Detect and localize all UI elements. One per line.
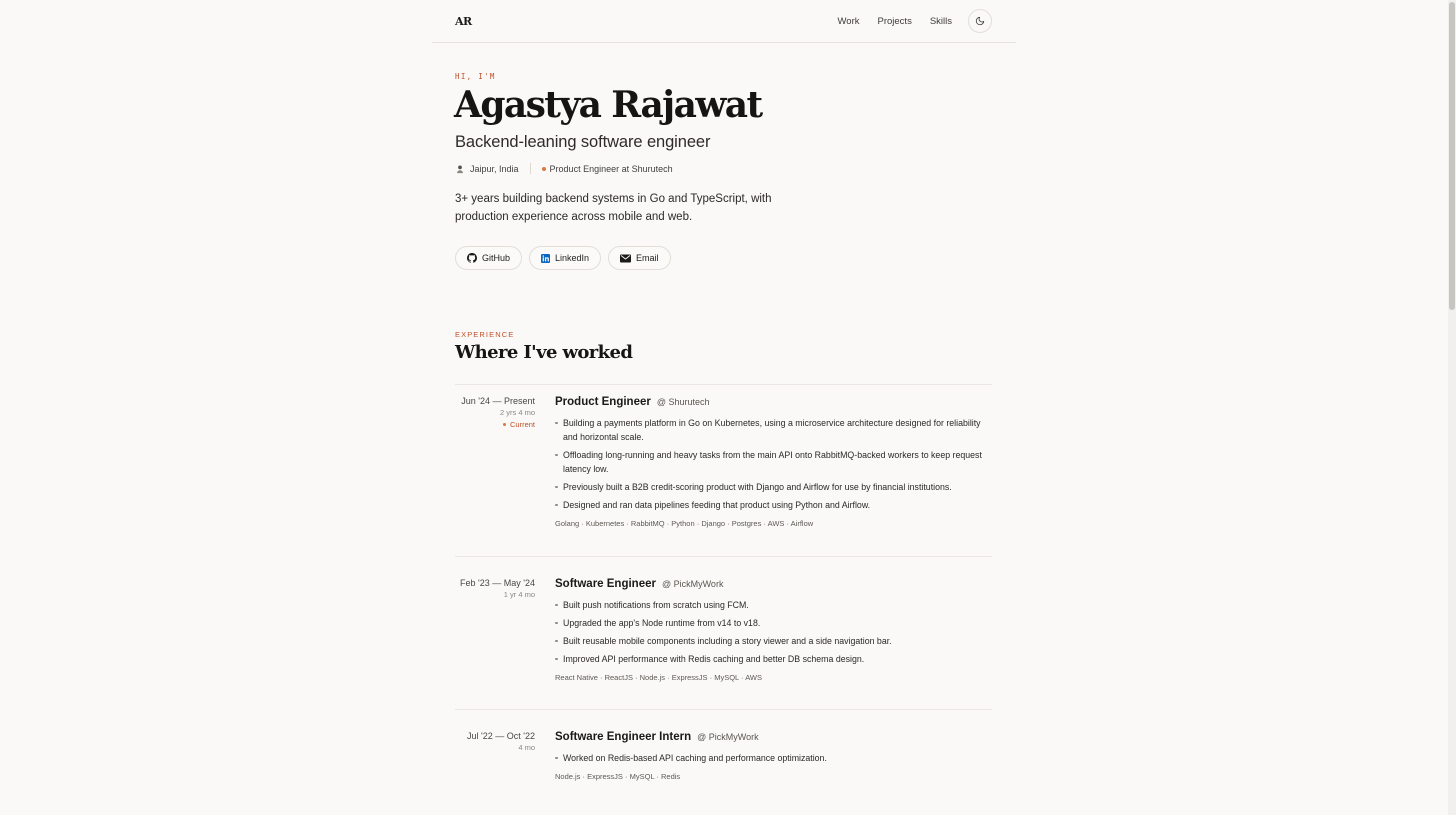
job-entry — [455, 384, 992, 556]
current-dot — [503, 423, 506, 426]
job-company: @ PickMyWork — [661, 579, 724, 589]
job-bullet: Previously built a B2B credit-scoring product with Django and Airflow for use by financial institutions. — [555, 480, 992, 494]
moon-icon — [975, 16, 985, 26]
hero-name: Agastya Rajawat — [454, 84, 762, 126]
job-bullet: Improved API performance with Redis caching and better DB schema design. — [555, 652, 992, 666]
job-bullets — [555, 598, 992, 666]
hero-intro: 3+ years building backend systems in Go and TypeScript, with production experience across mobile and web. — [455, 193, 772, 223]
job-duration: 2 yrs 4 mo — [499, 408, 535, 417]
job-bullet: Offloading long-running and heavy tasks from the main API onto RabbitMQ-backed workers to keep request latency low. — [555, 448, 992, 476]
github-button[interactable] — [455, 246, 522, 270]
top-nav — [432, 0, 1016, 43]
job-bullets — [555, 751, 992, 765]
page — [432, 0, 1016, 815]
location — [455, 164, 519, 174]
page-scrollbar[interactable] — [1448, 0, 1456, 815]
job-title: Product Engineer — [555, 396, 651, 408]
job-title: Software Engineer — [555, 578, 656, 590]
current-role-text: Product Engineer at Shurutech — [549, 163, 673, 174]
job-details — [555, 396, 992, 528]
hero-tagline: Backend-leaning software engineer — [455, 133, 711, 151]
github-icon — [467, 253, 477, 263]
job-bullet: Built push notifications from scratch using FCM. — [555, 598, 992, 612]
logo[interactable]: AR — [455, 15, 472, 28]
job-bullet: Designed and ran data pipelines feeding that product using Python and Airflow. — [555, 498, 992, 512]
current-badge-label: Current — [509, 420, 535, 429]
job-bullet: Built reusable mobile components including a story viewer and a side navigation bar. — [555, 634, 992, 648]
job-bullets — [555, 416, 992, 512]
job-heading — [555, 578, 992, 590]
job-tech-stack: Golang · Kubernetes · RabbitMQ · Python · Django · Postgres · AWS · Airflow — [555, 519, 814, 528]
job-dates: Jun '24 — Present — [461, 396, 535, 406]
location-pin-icon — [455, 164, 465, 174]
job-dates: Feb '23 — May '24 — [460, 578, 535, 588]
nav-projects[interactable]: Projects — [877, 15, 912, 27]
job-heading — [555, 396, 992, 408]
hero-meta — [455, 163, 673, 174]
experience-eyebrow: EXPERIENCE — [455, 330, 515, 339]
hero-eyebrow: HI, I'M — [455, 72, 496, 81]
job-duration: 1 yr 4 mo — [503, 590, 535, 599]
location-text: Jaipur, India — [470, 163, 519, 174]
mail-icon — [620, 254, 631, 263]
meta-divider — [530, 163, 531, 174]
job-timeline — [461, 396, 535, 429]
current-role-dot — [542, 167, 546, 171]
linkedin-label: LinkedIn — [555, 253, 590, 263]
linkedin-button[interactable] — [529, 246, 601, 270]
theme-toggle-button[interactable] — [968, 9, 992, 33]
job-title: Software Engineer Intern — [555, 731, 692, 743]
current-badge — [461, 420, 535, 429]
job-company: @ PickMyWork — [697, 732, 759, 742]
job-entry — [455, 709, 992, 815]
nav-links — [820, 9, 993, 33]
job-details — [555, 731, 992, 781]
job-company: @ Shurutech — [656, 397, 710, 407]
scrollbar-thumb[interactable] — [1449, 2, 1455, 310]
email-label: Email — [636, 253, 659, 263]
nav-work[interactable]: Work — [837, 15, 860, 27]
job-bullet: Worked on Redis-based API caching and performance optimization. — [555, 751, 992, 765]
current-role — [542, 164, 673, 174]
job-details — [555, 578, 992, 682]
job-bullet: Building a payments platform in Go on Kubernetes, using a microservice architecture designed for reliability and horizontal scale. — [555, 416, 992, 444]
job-entry — [455, 556, 992, 709]
email-button[interactable] — [608, 246, 671, 270]
job-heading — [555, 731, 992, 743]
job-timeline — [467, 731, 535, 752]
nav-skills[interactable]: Skills — [929, 15, 952, 27]
job-tech-stack: Node.js · ExpressJS · MySQL · Redis — [555, 772, 681, 781]
linkedin-icon — [541, 254, 550, 263]
job-timeline — [460, 578, 535, 599]
job-duration: 4 mo — [518, 743, 535, 752]
social-links — [455, 246, 678, 270]
github-label: GitHub — [482, 253, 511, 263]
job-dates: Jul '22 — Oct '22 — [467, 731, 535, 741]
job-tech-stack: React Native · ReactJS · Node.js · ExpressJS · MySQL · AWS — [555, 673, 762, 682]
experience-title: Where I've worked — [455, 342, 633, 363]
job-bullet: Upgraded the app's Node runtime from v14 to v18. — [555, 616, 992, 630]
